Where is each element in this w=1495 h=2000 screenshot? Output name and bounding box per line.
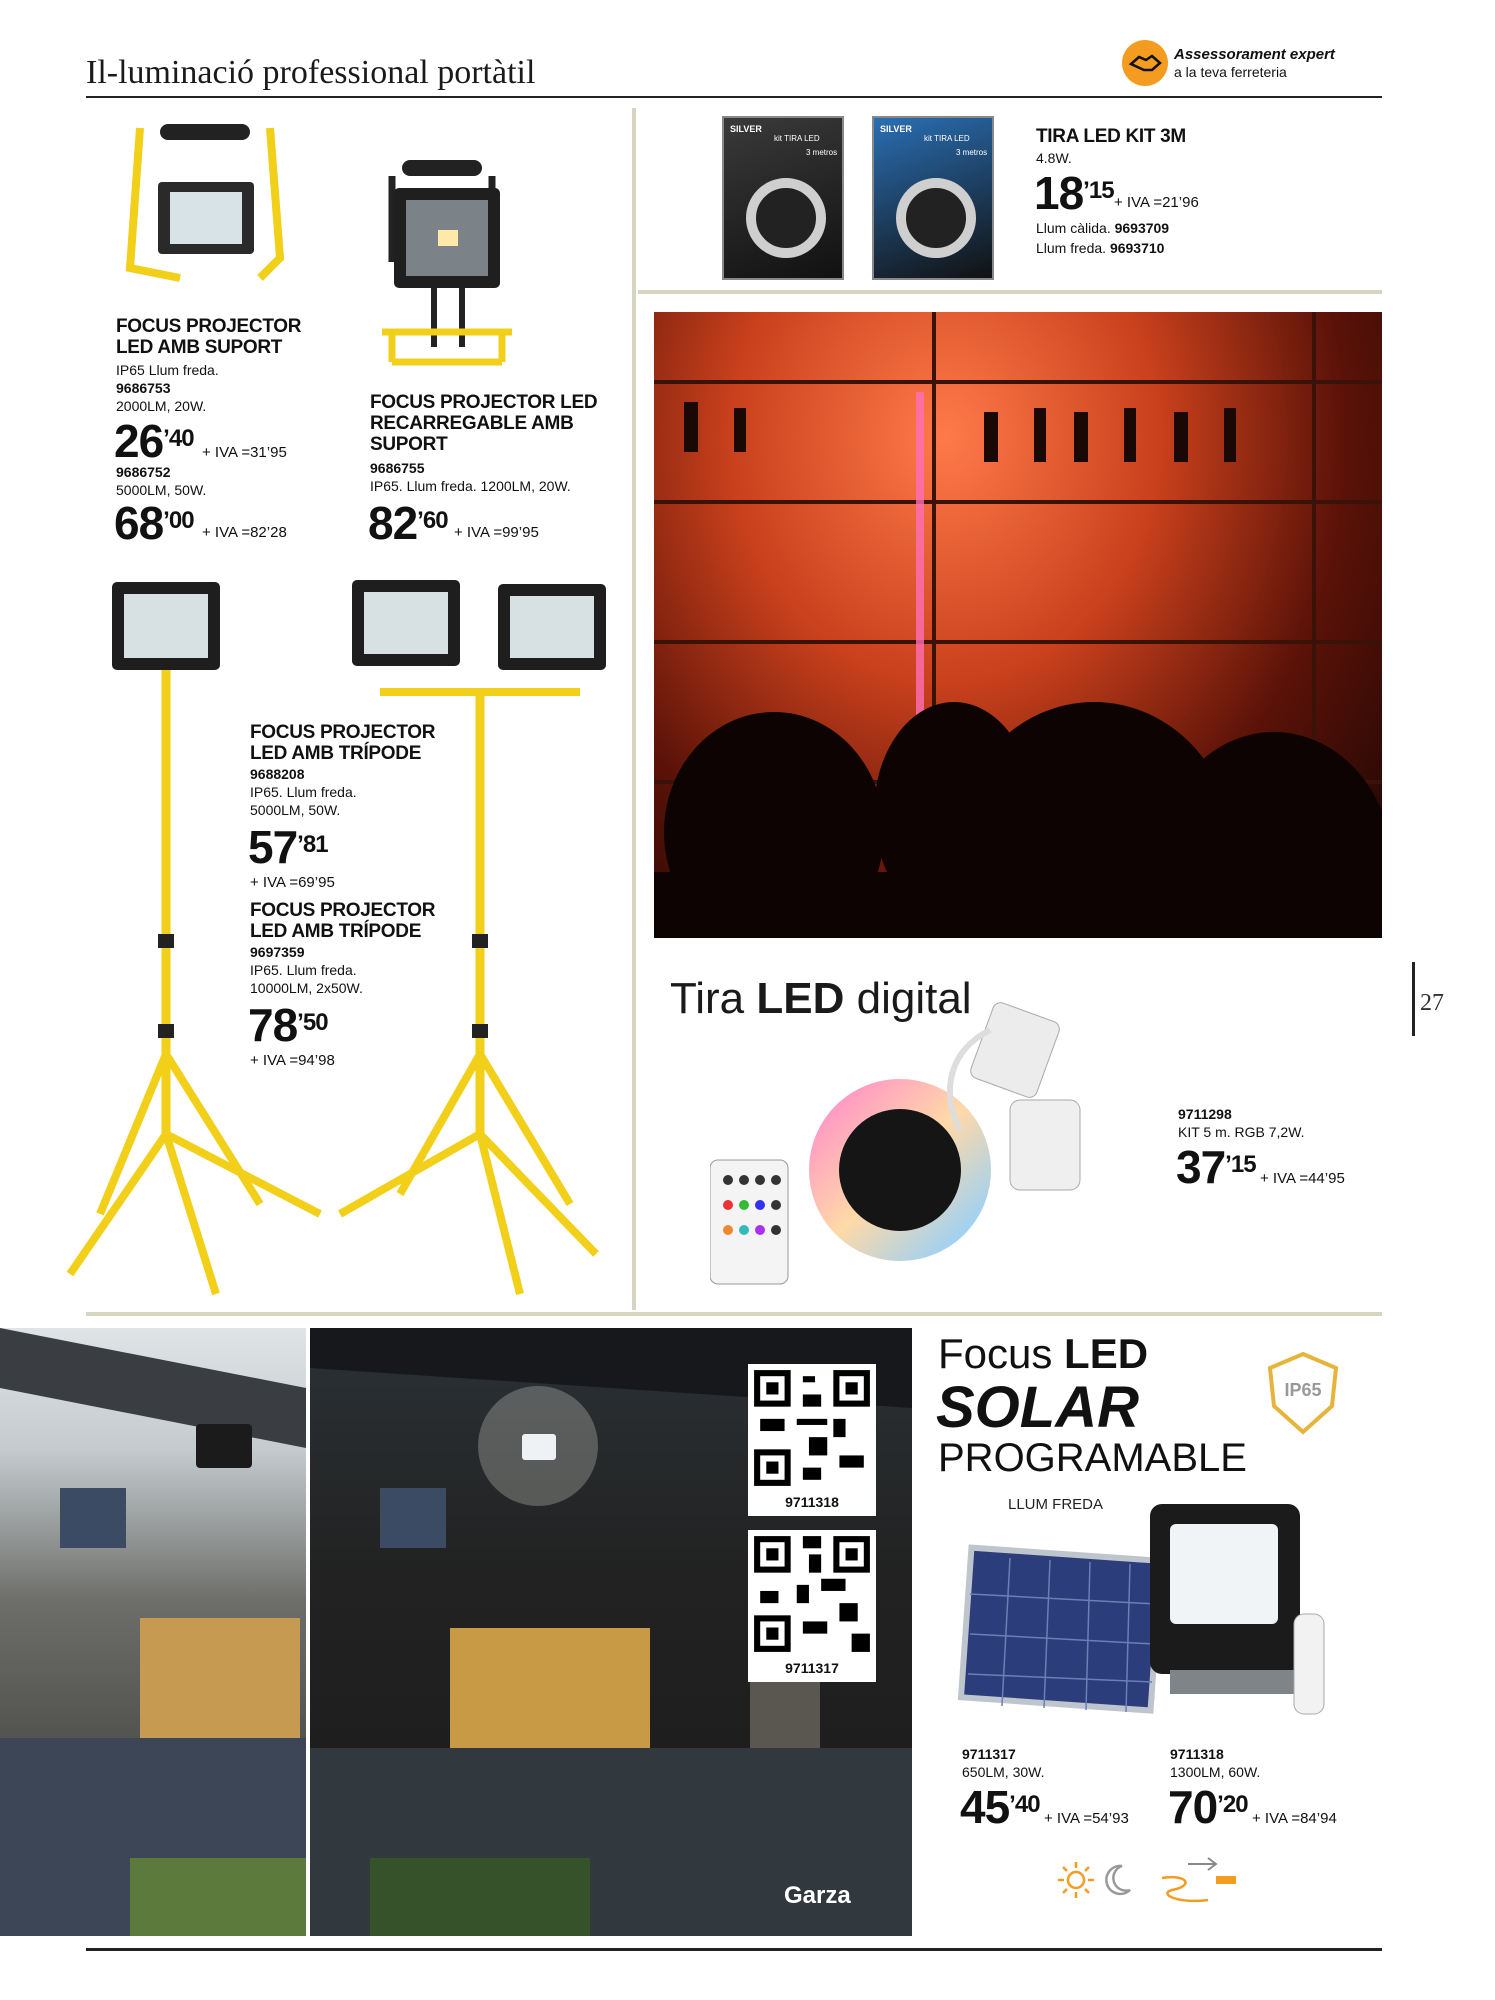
price: [1168, 1781, 1248, 1833]
product-name: TIRA LED KIT 3M: [1036, 126, 1186, 147]
price-integer: 70: [1168, 1781, 1218, 1833]
product-code: 9686755: [370, 460, 425, 476]
ip65-label: IP65: [1284, 1380, 1322, 1400]
led-strip-pack-cold: [872, 116, 994, 280]
price: [368, 497, 448, 549]
horizontal-separator: [638, 290, 1382, 294]
price-decimal: ’40: [1009, 1791, 1040, 1818]
floodlight-rechargeable-image: [372, 152, 522, 382]
product-spec: 5000LM, 50W.: [250, 802, 341, 818]
product-code: 9686752: [116, 464, 171, 480]
brand-logo: Garza: [784, 1882, 851, 1909]
moon-icon: [1104, 1862, 1134, 1898]
product-code: 9697359: [250, 944, 305, 960]
pack-meters: 3 metros: [956, 148, 988, 157]
product-spec: IP65. Llum freda.: [250, 784, 357, 800]
product-spec: 650LM, 30W.: [962, 1764, 1045, 1780]
price-integer: 82: [368, 497, 418, 549]
solar-heading-line3: PROGRAMABLE: [938, 1436, 1247, 1480]
price-decimal: ’50: [297, 1009, 328, 1036]
pack-kit: kit TIRA LED: [774, 134, 820, 143]
product-name: FOCUS PROJECTOR: [250, 722, 436, 743]
led-strip-pack-warm: [722, 116, 844, 280]
price-iva: + IVA =84’94: [1252, 1810, 1337, 1827]
product-desc: IP65 Llum freda.: [116, 362, 219, 378]
price-decimal: ’15: [1083, 177, 1114, 204]
rgb-led-strip-kit-image: [710, 990, 1110, 1290]
price: [960, 1781, 1040, 1833]
price-iva: + IVA =82’28: [202, 524, 287, 541]
ip65-badge: [1266, 1350, 1340, 1436]
price-integer: 26: [114, 415, 164, 467]
price: [114, 415, 194, 467]
pack-meters: 3 metros: [806, 148, 838, 157]
pack-brand: SILVER: [730, 124, 762, 134]
price: [114, 497, 194, 549]
price: [248, 999, 328, 1051]
price-decimal: ’60: [417, 507, 448, 534]
bar-photo: [654, 312, 1382, 938]
product-code: 9711298: [1178, 1106, 1232, 1122]
price-integer: 68: [114, 497, 164, 549]
product-code: 9686753: [116, 380, 171, 396]
page-number: 27: [1420, 990, 1444, 1016]
qr-code-label: 9711317: [785, 1660, 839, 1676]
badge-line-1: Assessorament expert: [1174, 46, 1335, 63]
price-iva: + IVA =44’95: [1260, 1170, 1345, 1187]
price-iva: + IVA =21’96: [1114, 194, 1199, 211]
product-spec: 2000LM, 20W.: [116, 398, 207, 414]
variant-code: 9693709: [1114, 220, 1170, 236]
product-spec: IP65. Llum freda. 1200LM, 20W.: [370, 478, 571, 494]
motion-sensor-icon: [1158, 1856, 1238, 1906]
page-title: Il-luminació professional portàtil: [86, 54, 536, 91]
price-iva: + IVA =94’98: [250, 1052, 335, 1069]
footer-rule: [86, 1948, 1382, 1951]
product-name: RECARREGABLE AMB: [370, 413, 574, 434]
price-integer: 37: [1176, 1141, 1226, 1193]
qr-code-9711318[interactable]: [748, 1364, 876, 1516]
product-name: FOCUS PROJECTOR LED: [370, 392, 598, 413]
heading-part: Focus: [938, 1330, 1065, 1377]
product-name: FOCUS PROJECTOR: [116, 316, 302, 337]
price-decimal: ’40: [163, 425, 194, 452]
product-spec: 5000LM, 50W.: [116, 482, 207, 498]
product-name: FOCUS PROJECTOR: [250, 900, 436, 921]
price-decimal: ’00: [163, 507, 194, 534]
price-integer: 78: [248, 999, 298, 1051]
house-day-photo: [0, 1328, 306, 1936]
qr-code-label: 9711318: [785, 1494, 839, 1510]
solar-floodlight-kit-image: [950, 1494, 1330, 1754]
badge-line-2: a la teva ferreteria: [1174, 64, 1287, 80]
product-spec: 10000LM, 2x50W.: [250, 980, 363, 996]
solar-heading-line1: [938, 1330, 1148, 1378]
heading-part: LED: [1064, 1330, 1149, 1377]
product-spec: 1300LM, 60W.: [1170, 1764, 1261, 1780]
expert-badge: [1122, 40, 1382, 90]
heading-part: Tira: [670, 974, 757, 1023]
price-integer: 57: [248, 821, 298, 873]
price-decimal: ’81: [297, 831, 328, 858]
handshake-icon: [1122, 40, 1168, 86]
variant-label: Llum freda.: [1036, 240, 1107, 256]
heading-part: LED: [756, 974, 845, 1023]
variant-code: 9693710: [1109, 240, 1165, 256]
price-integer: 18: [1034, 167, 1084, 219]
floodlight-support-image: [120, 118, 290, 288]
product-name: LED AMB SUPORT: [116, 337, 283, 358]
product-code: 9688208: [250, 766, 305, 782]
product-spec: KIT 5 m. RGB 7,2W.: [1178, 1124, 1305, 1140]
product-code: 9711318: [1170, 1746, 1224, 1762]
pack-kit: kit TIRA LED: [924, 134, 970, 143]
price-iva: + IVA =69’95: [250, 874, 335, 891]
product-name: LED AMB TRÍPODE: [250, 743, 422, 764]
variant-label: Llum càlida.: [1036, 220, 1111, 236]
product-name: LED AMB TRÍPODE: [250, 921, 422, 942]
product-name: SUPORT: [370, 434, 448, 455]
price: [1176, 1141, 1256, 1193]
qr-icon: [748, 1530, 876, 1658]
qr-icon: [748, 1364, 876, 1492]
price-iva: + IVA =31’95: [202, 444, 287, 461]
price-iva: + IVA =54’93: [1044, 1810, 1129, 1827]
product-spec: IP65. Llum freda.: [250, 962, 357, 978]
solar-subtitle: LLUM FREDA: [1008, 1496, 1104, 1513]
header-rule: [86, 96, 1382, 98]
price-iva: + IVA =99’95: [454, 524, 539, 541]
price: [1034, 167, 1114, 219]
price-integer: 45: [960, 1781, 1010, 1833]
section-separator: [86, 1312, 1382, 1316]
heading-part: digital: [844, 974, 972, 1023]
product-code: 9711317: [962, 1746, 1016, 1762]
price: [248, 821, 328, 873]
vertical-separator: [632, 108, 636, 1310]
page-number-bar: [1412, 962, 1415, 1036]
price-decimal: ’15: [1225, 1151, 1256, 1178]
sun-icon: [1056, 1860, 1096, 1900]
qr-code-9711317[interactable]: [748, 1530, 876, 1682]
solar-heading-line2: SOLAR: [936, 1375, 1139, 1440]
product-spec: 4.8W.: [1036, 150, 1072, 166]
price-decimal: ’20: [1217, 1791, 1248, 1818]
pack-brand: SILVER: [880, 124, 912, 134]
